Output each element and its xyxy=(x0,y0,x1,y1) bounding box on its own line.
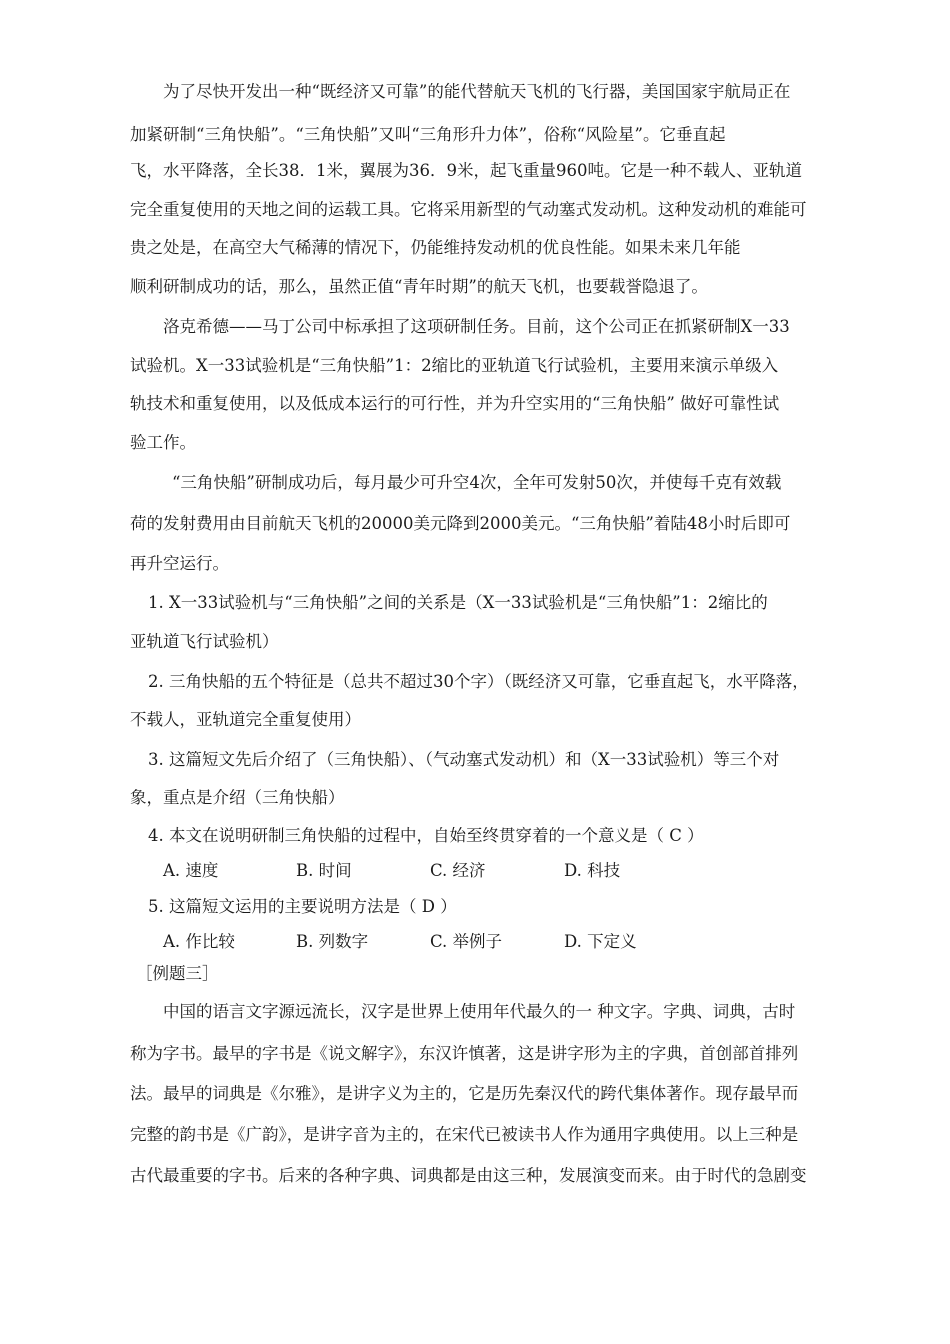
paragraph-line: 试验机。X一33试验机是“三角快船”1：2缩比的亚轨道飞行试验机，主要用来演示单级入 xyxy=(130,356,779,375)
paragraph-line: 古代最重要的字书。后来的各种字典、词典都是由这三种，发展演变而来。由于时代的急剧变 xyxy=(130,1166,807,1185)
paragraph-line: 中国的语言文字源远流长，汉字是世界上使用年代最久的一 种文字。字典、词典，古时 xyxy=(163,1002,796,1021)
paragraph-line: 称为字书。最早的字书是《说文解字》，东汉许慎著，这是讲字形为主的字典，首创部首排列 xyxy=(130,1044,799,1063)
question-line: 不载人，亚轨道完全重复使用） xyxy=(130,710,361,729)
option-a: A. 速度 xyxy=(163,861,219,880)
question-line: 亚轨道飞行试验机） xyxy=(130,632,279,651)
paragraph-line: 顺利研制成功的话，那么，虽然正值“青年时期”的航天飞机，也要载誉隐退了。 xyxy=(130,277,708,296)
option-c: C. 经济 xyxy=(430,861,486,880)
option-a: A. 作比较 xyxy=(163,932,235,951)
paragraph-line: 荷的发射费用由目前航天飞机的20000美元降到2000美元。“三角快船”着陆48小时后即可 xyxy=(130,514,791,533)
paragraph-line: 加紧研制“三角快船”。“三角快船”又叫“三角形升力体”，俗称“风险星”。它垂直起 xyxy=(130,125,726,144)
question-stem: 5. 这篇短文运用的主要说明方法是（ D ） xyxy=(148,897,457,916)
paragraph-line: 为了尽快开发出一种“既经济又可靠”的能代替航天飞机的飞行器，美国国家宇航局正在 xyxy=(163,82,791,101)
option-b: B. 列数字 xyxy=(296,932,369,951)
paragraph-line: “三角快船”研制成功后，每月最少可升空4次，全年可发射50次，并使每千克有效载 xyxy=(172,473,782,492)
paragraph-line: 完全重复使用的天地之间的运载工具。它将采用新型的气动塞式发动机。这种发动机的难能可 xyxy=(130,200,807,219)
option-d: D. 科技 xyxy=(564,861,621,880)
paragraph-line: 飞，水平降落，全长38．1米，翼展为36．9米，起飞重量960吨。它是一种不载人、亚轨道 xyxy=(130,161,802,180)
question-line: 1. X一33试验机与“三角快船”之间的关系是（X一33试验机是“三角快船”1：2缩比的 xyxy=(148,593,768,612)
question-stem: 4. 本文在说明研制三角快船的过程中，自始至终贯穿着的一个意义是（ C ） xyxy=(148,826,704,845)
section-heading: ［例题三］ xyxy=(136,964,219,983)
option-c: C. 举例子 xyxy=(430,932,503,951)
paragraph-line: 验工作。 xyxy=(130,433,196,452)
paragraph-line: 再升空运行。 xyxy=(130,554,229,573)
question-line: 3. 这篇短文先后介绍了（三角快船）、（气动塞式发动机）和（X一33试验机）等三个对 xyxy=(148,750,780,769)
option-b: B. 时间 xyxy=(296,861,352,880)
paragraph-line: 完整的韵书是《广韵》，是讲字音为主的，在宋代已被读书人作为通用字典使用。以上三种是 xyxy=(130,1125,799,1144)
question-line: 象，重点是介绍（三角快船） xyxy=(130,788,345,807)
paragraph-line: 法。最早的词典是《尔雅》，是讲字义为主的，它是历先秦汉代的跨代集体著作。现存最早而 xyxy=(130,1084,799,1103)
paragraph-line: 贵之处是，在高空大气稀薄的情况下，仍能维持发动机的优良性能。如果未来几年能 xyxy=(130,238,741,257)
paragraph-line: 轨技术和重复使用，以及低成本运行的可行性，并为升空实用的“三角快船” 做好可靠性试 xyxy=(130,394,780,413)
paragraph-line: 洛克希德——马丁公司中标承担了这项研制任务。目前，这个公司正在抓紧研制X一33 xyxy=(163,317,790,336)
question-line: 2. 三角快船的五个特征是（总共不超过30个字）（既经济又可靠，它垂直起飞，水平降落， xyxy=(148,672,809,691)
option-d: D. 下定义 xyxy=(564,932,637,951)
